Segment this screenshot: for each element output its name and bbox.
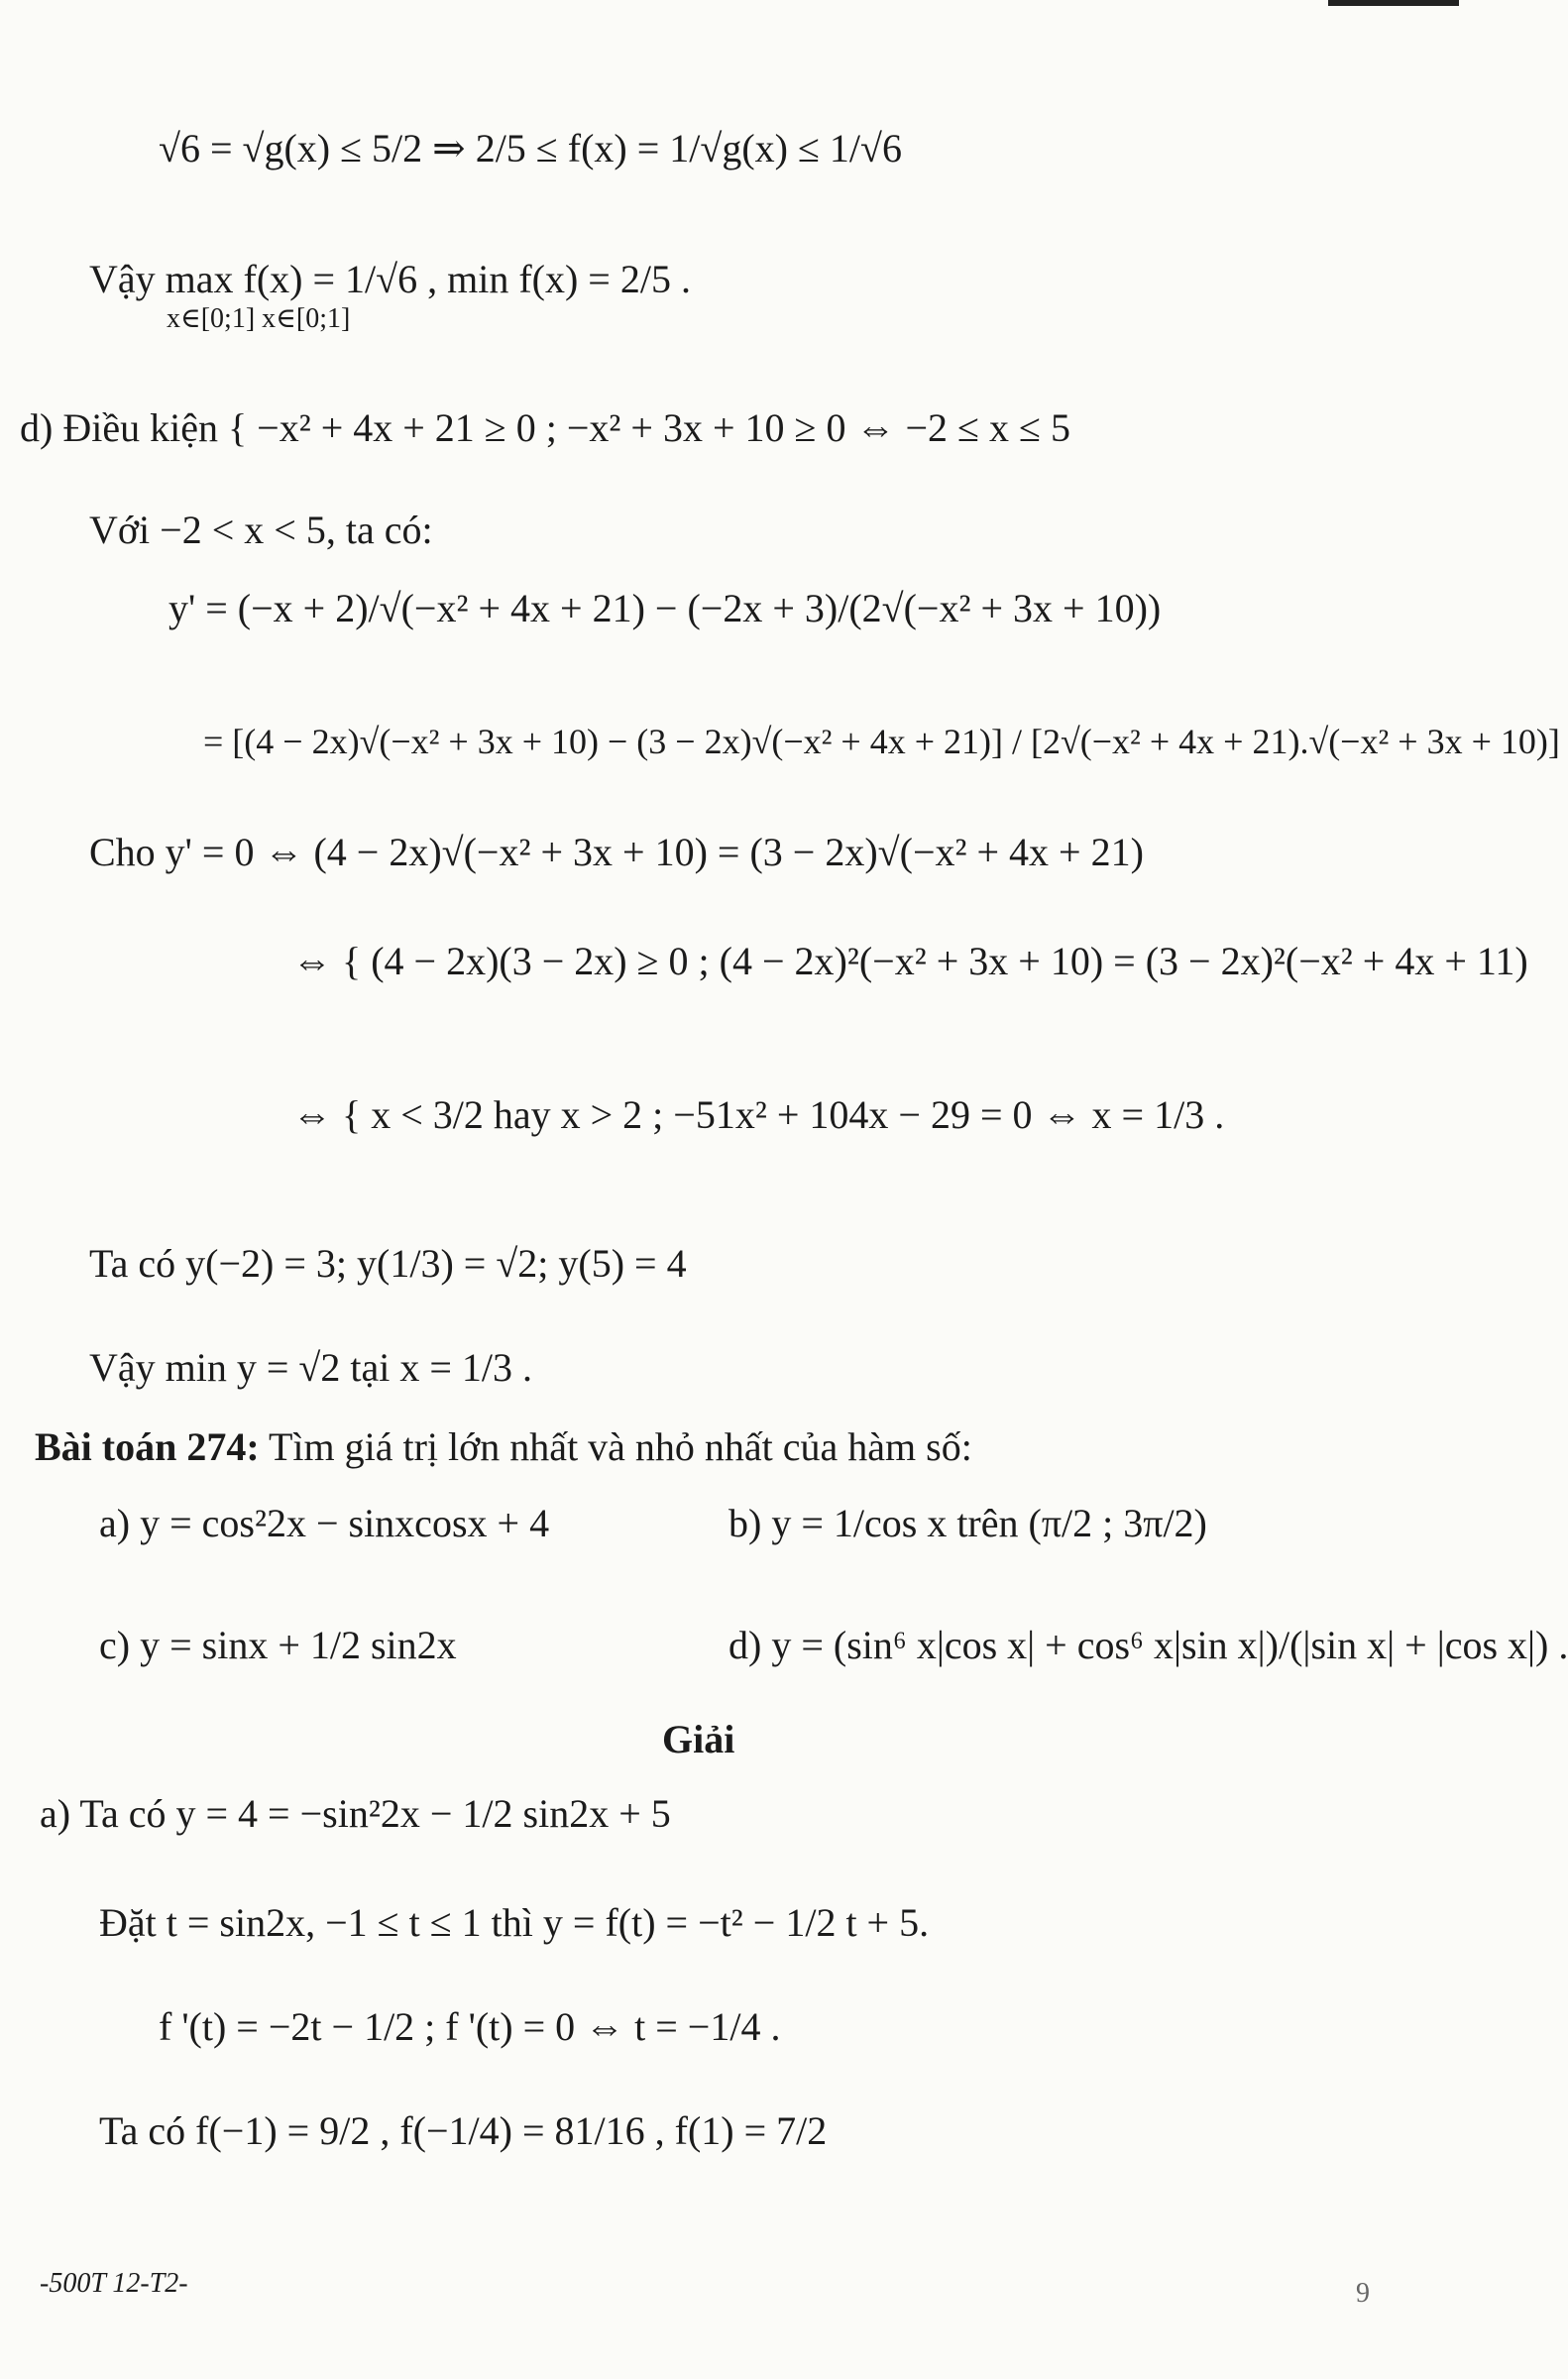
problem-statement: Tìm giá trị lớn nhất và nhỏ nhất của hàm số: xyxy=(268,1424,972,1469)
system-line-2: ⇔ { x < 3/2 hay x > 2 ; −51x² + 104x − 29 = 0 ⇔ x = 1/3 . xyxy=(292,1092,1225,1137)
substitution-line: Đặt t = sin2x, −1 ≤ t ≤ 1 thì y = f(t) = −t² − 1/2 t + 5. xyxy=(99,1900,930,1945)
interval-line: Với −2 < x < 5, ta có: xyxy=(89,508,433,552)
condition-line: d) Điều kiện { −x² + 4x + 21 ≥ 0 ; −x² + 3x + 10 ≥ 0 ⇔ −2 ≤ x ≤ 5 xyxy=(20,405,1070,450)
f-derivative-line: f '(t) = −2t − 1/2 ; f '(t) = 0 ⇔ t = −1/4 . xyxy=(159,2004,781,2049)
system-line-1: ⇔ { (4 − 2x)(3 − 2x) ≥ 0 ; (4 − 2x)²(−x² + 3x + 10) = (3 − 2x)²(−x² + 4x + 11) xyxy=(292,939,1528,983)
problem-label: Bài toán 274: xyxy=(35,1424,260,1469)
scan-edge-mark xyxy=(1328,0,1459,6)
max-min-subscripts: x∈[0;1] x∈[0;1] xyxy=(167,303,351,334)
min-result-line: Vậy min y = √2 tại x = 1/3 . xyxy=(89,1345,533,1390)
derivative-line: y' = (−x + 2)/√(−x² + 4x + 21) − (−2x + 3)/(2√(−x² + 3x + 10)) xyxy=(168,586,1162,630)
math-line-1: √6 = √g(x) ≤ 5/2 ⇒ 2/5 ≤ f(x) = 1/√g(x) ≤ 1/√6 xyxy=(159,126,902,170)
page-number: 9 xyxy=(1356,2278,1370,2309)
problem-c: c) y = sinx + 1/2 sin2x xyxy=(99,1623,457,1667)
problem-274-line xyxy=(35,1424,972,1469)
zero-derivative-line: Cho y' = 0 ⇔ (4 − 2x)√(−x² + 3x + 10) = (3 − 2x)√(−x² + 4x + 21) xyxy=(89,830,1144,874)
page-footer: -500T 12-T2- xyxy=(40,2268,188,2299)
solution-a-line-1: a) Ta có y = 4 = −sin²2x − 1/2 sin2x + 5 xyxy=(40,1791,671,1836)
max-min-result-line: Vậy max f(x) = 1/√6 , min f(x) = 2/5 . xyxy=(89,257,691,301)
derivative-combined-line: = [(4 − 2x)√(−x² + 3x + 10) − (3 − 2x)√(−x² + 4x + 21)] / [2√(−x² + 4x + 21).√(−x² + 3x + 10)] xyxy=(203,722,1560,761)
problem-a: a) y = cos²2x − sinxcosx + 4 xyxy=(99,1501,550,1545)
values-line: Ta có y(−2) = 3; y(1/3) = √2; y(5) = 4 xyxy=(89,1241,687,1286)
problem-b: b) y = 1/cos x trên (π/2 ; 3π/2) xyxy=(728,1501,1207,1545)
solution-heading: Giải xyxy=(662,1717,735,1761)
f-values-line: Ta có f(−1) = 9/2 , f(−1/4) = 81/16 , f(1) = 7/2 xyxy=(99,2108,828,2153)
problem-d: d) y = (sin⁶ x|cos x| + cos⁶ x|sin x|)/(|sin x| + |cos x|) . xyxy=(728,1623,1568,1667)
